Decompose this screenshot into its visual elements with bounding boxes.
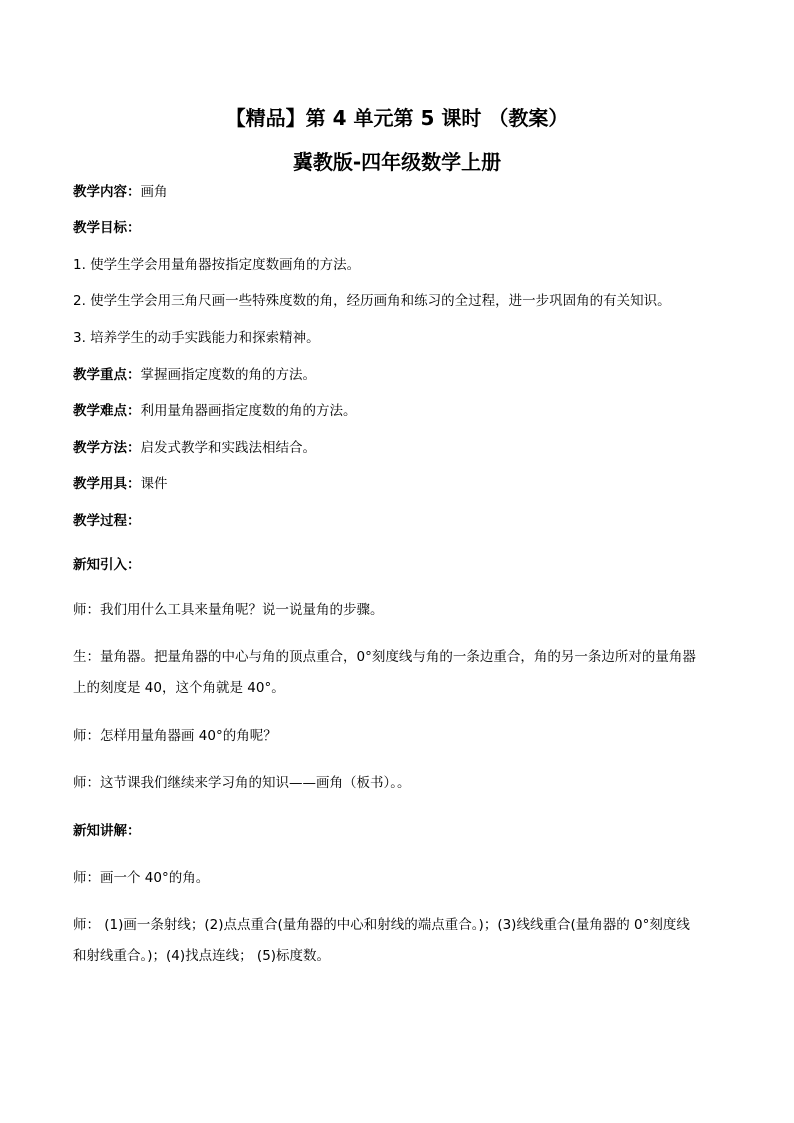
- goal-item-2: 2. 使学生学会用三角尺画一些特殊度数的角，经历画角和练习的全过程，进一步巩固角的有关知识。: [73, 293, 671, 309]
- intro-line-4: 师：怎样用量角器画 40°的角呢？: [73, 728, 277, 744]
- intro-line-2: 生：量角器。把量角器的中心与角的顶点重合，0°刻度线与角的一条边重合，角的另一条边所对的量角器: [73, 649, 696, 665]
- difficulty-row: [73, 402, 357, 420]
- explain-line-3: 和射线重合。)；(4)找点连线； (5)标度数。: [73, 948, 331, 964]
- intro-line-5: 师：这节课我们继续来学习角的知识——画角（板书）。。: [73, 775, 411, 791]
- goal-item-3: 3. 培养学生的动手实践能力和探索精神。: [73, 330, 320, 346]
- goal-item-1: 1. 使学生学会用量角器按指定度数画角的方法。: [73, 257, 361, 273]
- tools-label: 教学用具：: [73, 476, 141, 492]
- key-value: 掌握画指定度数的角的方法。: [140, 367, 316, 383]
- document-title: 【精品】第 4 单元第 5 课时 （教案）: [225, 106, 569, 130]
- method-value: 启发式教学和实践法相结合。: [140, 440, 316, 456]
- explain-label: 新知讲解：: [73, 823, 141, 839]
- content-value: 画角: [140, 184, 168, 200]
- goals-label: 教学目标：: [73, 220, 141, 236]
- intro-label: 新知引入：: [73, 557, 141, 573]
- process-label: 教学过程：: [73, 513, 141, 529]
- content-label: 教学内容：: [73, 184, 141, 200]
- intro-line-1: 师：我们用什么工具来量角呢？说一说量角的步骤。: [73, 602, 384, 618]
- difficulty-value: 利用量角器画指定度数的角的方法。: [140, 403, 357, 419]
- document-subtitle: 冀教版-四年级数学上册: [292, 150, 502, 174]
- key-row: [73, 366, 316, 384]
- tools-value: 课件: [140, 476, 168, 492]
- method-row: [73, 439, 316, 457]
- key-label: 教学重点：: [73, 367, 141, 383]
- content-row: [73, 183, 168, 201]
- method-label: 教学方法：: [73, 440, 141, 456]
- difficulty-label: 教学难点：: [73, 403, 141, 419]
- intro-line-3: 上的刻度是 40，这个角就是 40°。: [73, 680, 285, 696]
- explain-line-1: 师：画一个 40°的角。: [73, 870, 210, 886]
- tools-row: [73, 475, 168, 493]
- explain-line-2: 师： (1)画一条射线；(2)点点重合(量角器的中心和射线的端点重合。)；(3)线线重合(量角器的 0°刻度线: [73, 917, 690, 933]
